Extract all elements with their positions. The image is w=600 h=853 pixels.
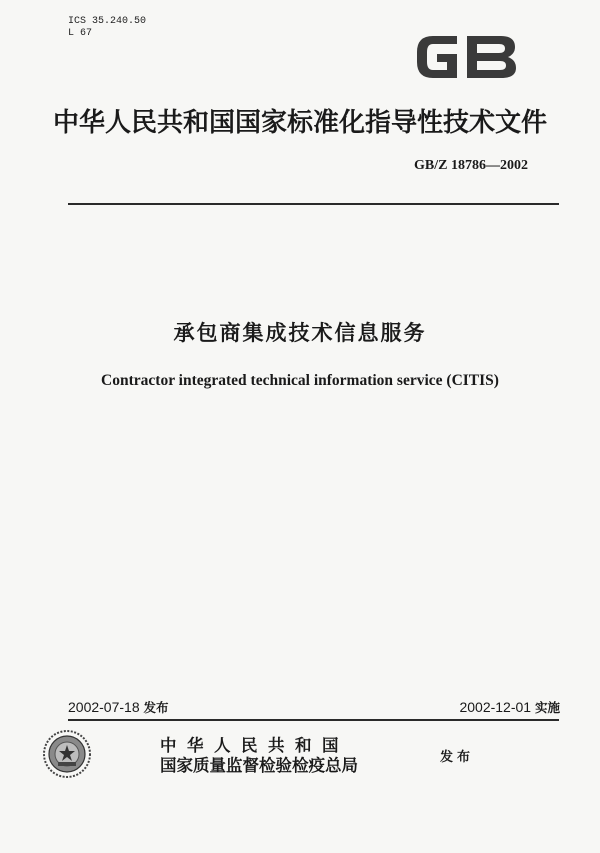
issuing-authority: [160, 736, 358, 776]
footer-divider: [68, 719, 559, 721]
issue-date-value: 2002-07-18: [68, 699, 140, 715]
gb-logo-icon: [411, 28, 521, 86]
issuer-agency: 国家质量监督检验检疫总局: [160, 756, 358, 775]
implementation-date-suffix: 实施: [534, 700, 560, 715]
ccs-code: L 67: [68, 28, 93, 39]
document-type-heading: 中华人民共和国国家标准化指导性技术文件: [52, 108, 547, 138]
issue-date: [68, 698, 169, 716]
ics-code: ICS 35.240.50: [68, 16, 147, 27]
title-english: Contractor integrated technical information service (CITIS): [101, 372, 499, 389]
standard-number: GB/Z 18786—2002: [414, 158, 528, 173]
publish-label: 发布: [440, 750, 475, 765]
header-divider: [68, 203, 559, 205]
issuer-country: 中华人民共和国: [160, 736, 349, 755]
issue-date-suffix: 发布: [143, 700, 169, 715]
implementation-date: [459, 698, 560, 716]
title-chinese: 承包商集成技术信息服务: [173, 321, 427, 345]
national-emblem-icon: [42, 729, 92, 779]
classification-codes: [68, 16, 146, 40]
implementation-date-value: 2002-12-01: [459, 699, 532, 715]
